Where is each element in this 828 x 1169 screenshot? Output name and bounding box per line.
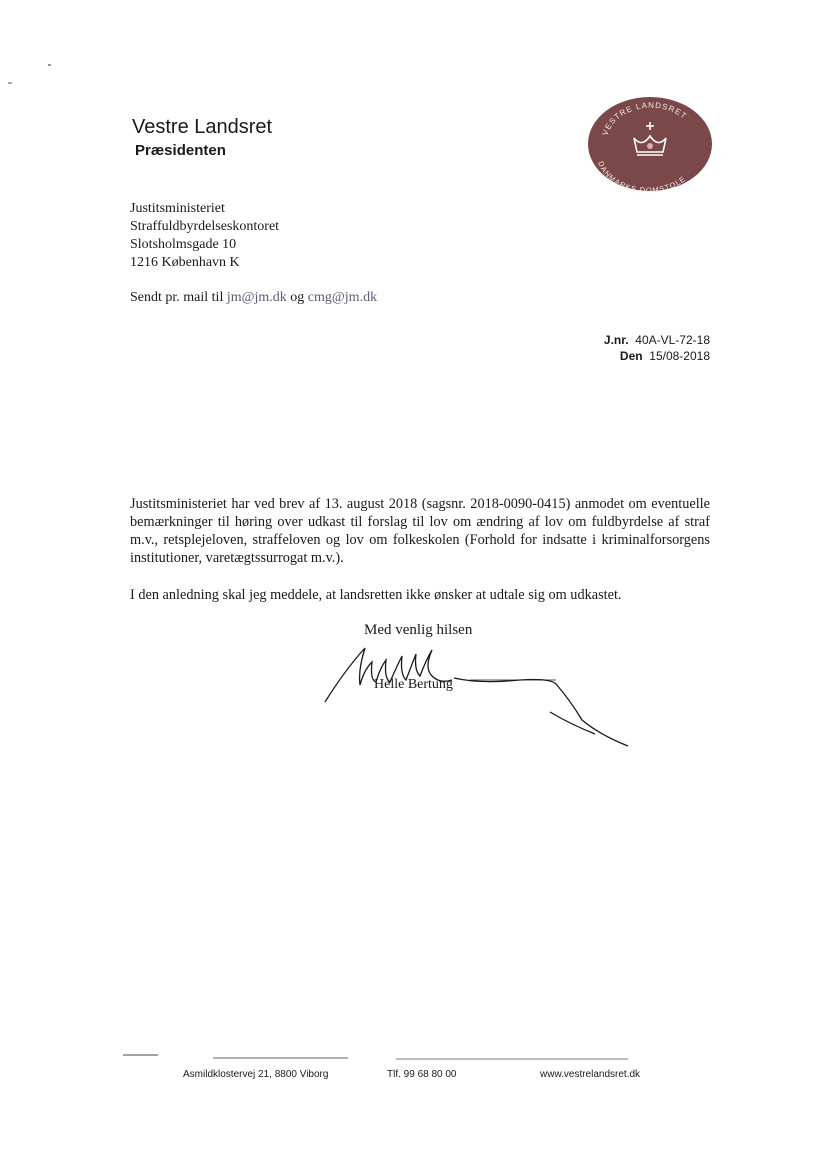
sent-by-mail-line [130,290,377,306]
email-link-1[interactable]: jm@jm.dk [226,290,287,305]
jnr-value: 40A-VL-72-18 [635,333,710,347]
recipient-line: Straffuldbyrdelseskontoret [130,219,280,234]
scan-speck [48,64,51,66]
sent-prefix: Sendt pr. mail til [130,290,224,305]
body-paragraph-2: I den anledning skal jeg meddele, at landsretten ikke ønsker at udtale sig om udkastet. [130,587,622,603]
recipient-address [130,200,279,272]
handwritten-signature [320,640,640,760]
email-link-2[interactable]: cmg@jm.dk [307,290,378,305]
recipient-line: Slotsholmsgade 10 [130,237,237,252]
signer-name: Helle Bertung [374,677,453,692]
recipient-line: Justitsministeriet [130,201,225,216]
seal-top-text: VESTRE LANDSRET [600,100,689,137]
court-office-title: Præsidenten [135,142,226,159]
crown-jewel [647,143,653,149]
date-value: 15/08-2018 [649,349,710,363]
sent-connector: og [290,290,305,305]
court-name: Vestre Landsret [132,116,273,138]
footer-website-link[interactable]: www.vestrelandsret.dk [540,1069,641,1080]
footer-phone: Tlf. 99 68 80 00 [387,1069,457,1080]
seal-bottom-text: DANMARKS DOMSTOLE [596,159,688,192]
footer-rule [118,1050,718,1064]
body-paragraph-1: Justitsministeriet har ved brev af 13. august 2018 (sagsnr. 2018-0090-0415) anmodet om eventuelle bemærkninger til høring over udkast til forslag til lov om ændring af lov om fuldbyrdelse af straf m.v., retsplejeloven, straffeloven og lov om folkeskolen (Forhold for indsatte i kriminalforsorgens institutioner, varetægtssurrogat m.v.). [130,496,710,566]
reference-block [604,332,710,364]
scan-speck [8,82,12,84]
court-seal-icon [587,96,713,192]
jnr-label: J.nr. [603,333,629,347]
footer-address: Asmildklostervej 21, 8800 Viborg [183,1069,329,1080]
date-label: Den [619,349,643,363]
closing-greeting: Med venlig hilsen [364,622,473,638]
recipient-line: 1216 København K [130,255,240,270]
